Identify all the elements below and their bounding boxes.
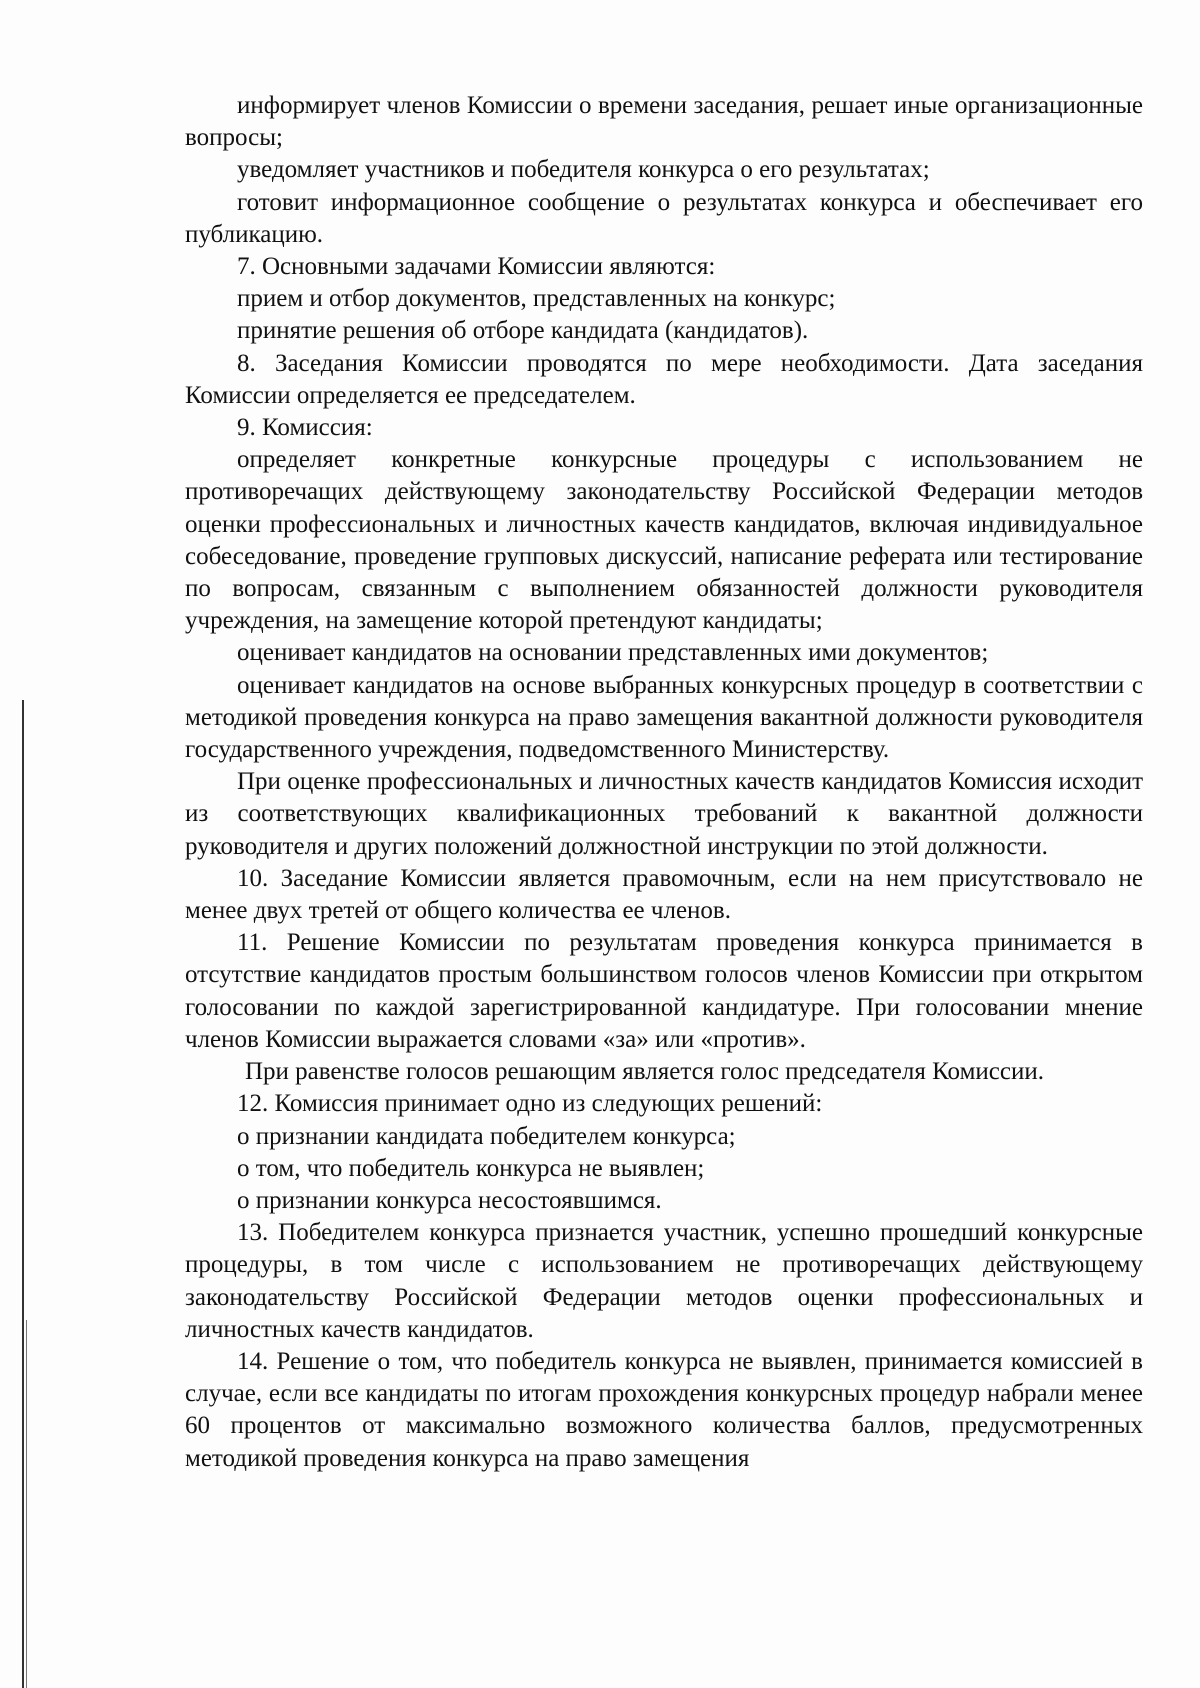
paragraph: информирует членов Комиссии о времени заседания, решает иные организационные вопросы; <box>185 92 1143 152</box>
paragraph: о признании кандидата победителем конкурса; <box>237 1122 736 1150</box>
paragraph: 8. Заседания Комиссии проводятся по мере необходимости. Дата заседания Комиссии определяется ее председателем. <box>185 349 1143 409</box>
paragraph: 12. Комиссия принимает одно из следующих решений: <box>237 1090 823 1118</box>
paragraph: При равенстве голосов решающим является голос председателя Комиссии. <box>245 1058 1044 1086</box>
paragraph: 13. Победителем конкурса признается участник, успешно прошедший конкурсные процедуры, в том числе с использованием не противоречащих действующему законодательству Российской Федерации методов оценки профессиональных и личностных качеств кандидатов. <box>185 1219 1143 1343</box>
scan-edge-line-secondary <box>26 1320 27 1688</box>
paragraph: прием и отбор документов, представленных на конкурс; <box>237 285 836 313</box>
paragraph: 9. Комиссия: <box>237 414 373 442</box>
paragraph: 14. Решение о том, что победитель конкурса не выявлен, принимается комиссией в случае, если все кандидаты по итогам прохождения конкурсных процедур набрали менее 60 процентов от максимально возможного количества баллов, предусмотренных методикой проведения конкурса на право замещения <box>185 1347 1143 1472</box>
paragraph: готовит информационное сообщение о результатах конкурса и обеспечивает его публикацию. <box>185 188 1143 248</box>
paragraph: уведомляет участников и победителя конкурса о его результатах; <box>237 156 930 184</box>
scan-edge-line <box>22 700 24 1688</box>
paragraph: принятие решения об отборе кандидата (кандидатов). <box>237 317 809 345</box>
paragraph: 10. Заседание Комиссии является правомочным, если на нем присутствовало не менее двух третей от общего количества ее членов. <box>185 864 1143 925</box>
document-body <box>185 90 1143 1475</box>
paragraph: оценивает кандидатов на основе выбранных конкурсных процедур в соответствии с методикой проведения конкурса на право замещения вакантной должности руководителя государственного учреждения, подведомственного Министерству. <box>185 671 1143 764</box>
paragraph: о том, что победитель конкурса не выявлен; <box>237 1154 705 1182</box>
paragraph: При оценке профессиональных и личностных качеств кандидатов Комиссия исходит из соответствующих квалификационных требований к вакантной должности руководителя и других положений должностной инструкции по этой должности. <box>185 768 1143 860</box>
paragraph: о признании конкурса несостоявшимся. <box>237 1186 662 1214</box>
paragraph: определяет конкретные конкурсные процедуры с использованием не противоречащих действующему законодательству Российской Федерации методов оценки профессиональных и личностных качеств кандидатов, включая индивидуальное собеседование, проведение групповых дискуссий, написание реферата или тестирование по вопросам, связанным с выполнением обязанностей должности руководителя учреждения, на замещение которой претендуют кандидаты; <box>185 446 1143 635</box>
paragraph: 11. Решение Комиссии по результатам проведения конкурса принимается в отсутствие кандидатов простым большинством голосов членов Комиссии при открытом голосовании по каждой зарегистрированной кандидатуре. При голосовании мнение членов Комиссии выражается словами «за» или «против». <box>185 929 1143 1053</box>
paragraph: оценивает кандидатов на основании представленных ими документов; <box>237 639 989 667</box>
paragraph: 7. Основными задачами Комиссии являются: <box>237 253 716 281</box>
